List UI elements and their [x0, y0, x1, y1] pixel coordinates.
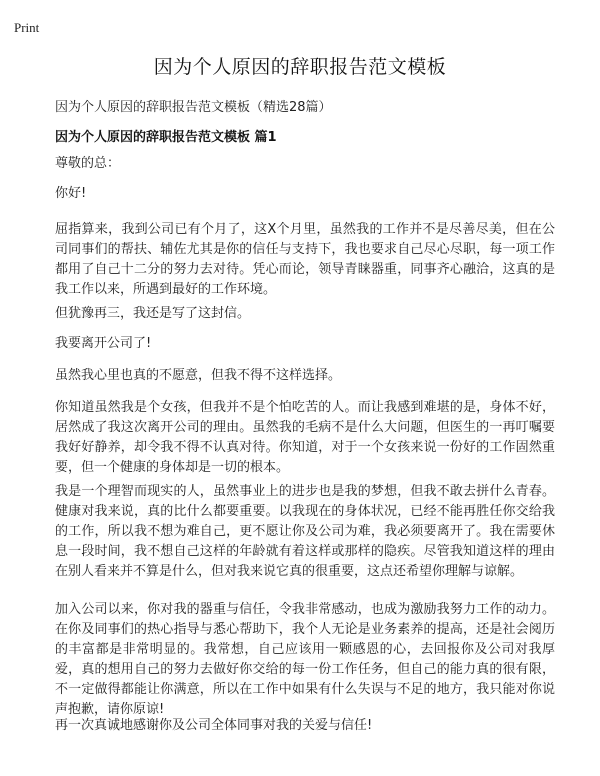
greeting: 你好! [55, 186, 87, 201]
print-link[interactable]: Print [14, 20, 40, 35]
body-paragraph: 我是一个理智而现实的人，虽然事业上的进步也是我的梦想，但我不敢去拼什么青春。健康对我来说，真的比什么都要重要。以我现在的身体状况，已经不能再胜任你交给我的工作，所以我不想为难自己，更不愿让你及公司为难，我必须要离开了。我在需要休息一段时间，我不想自己这样的年龄就有着这样或那样的隐疾。尽管我知道这样的理由在别人看来并不算是什么，但对我来说它真的很重要，这点还希望你理解与谅解。 [55, 484, 555, 579]
salutation: 尊敬的总： [55, 156, 121, 171]
body-paragraph: 再一次真诚地感谢你及公司全体同事对我的关爱与信任! [55, 718, 373, 733]
body-paragraph: 虽然我心里也真的不愿意，但我不得不这样选择。 [55, 368, 342, 383]
document-subtitle: 因为个人原因的辞职报告范文模板（精选28篇） [55, 100, 332, 115]
section-heading: 因为个人原因的辞职报告范文模板 篇1 [55, 130, 277, 145]
page-title: 因为个人原因的辞职报告范文模板 [153, 56, 447, 78]
body-paragraph: 但犹豫再三，我还是写了这封信。 [55, 306, 251, 321]
body-paragraph: 屈指算来，我到公司已有个月了，这X个月里，虽然我的工作并不是尽善尽美，但在公司同事们的帮扶、辅佐尤其是你的信任与支持下，我也要求自己尽心尽职，每一项工作都用了自己十二分的努力去对待。凭心而论，领导青睐器重，同事齐心融洽，这真的是我工作以来，所遇到最好的工作环境。 [55, 222, 555, 297]
body-paragraph: 你知道虽然我是个女孩，但我并不是个怕吃苦的人。而让我感到难堪的是，身体不好，居然成了我这次离开公司的理由。虽然我的毛病不是什么大问题，但医生的一再叮嘱要我好好静养，却令我不得不认真对待。你知道，对于一个女孩来说一份好的工作固然重要，但一个健康的身体却是一切的根本。 [55, 400, 555, 475]
body-paragraph: 加入公司以来，你对我的器重与信任，令我非常感动，也成为激励我努力工作的动力。在你及同事们的热心指导与悉心帮助下，我个人无论是业务素养的提高，还是社会阅历的丰富都是非常明显的。我常想，自己应该用一颗感恩的心，去回报你及公司对我厚爱，真的想用自己的努力去做好你交给的每一份工作任务，但自己的能力真的很有限，不一定做得都能让你满意，所以在工作中如果有什么失误与不足的地方，我只能对你说声抱歉，请你原谅! [55, 602, 555, 717]
body-paragraph: 我要离开公司了! [55, 336, 152, 351]
